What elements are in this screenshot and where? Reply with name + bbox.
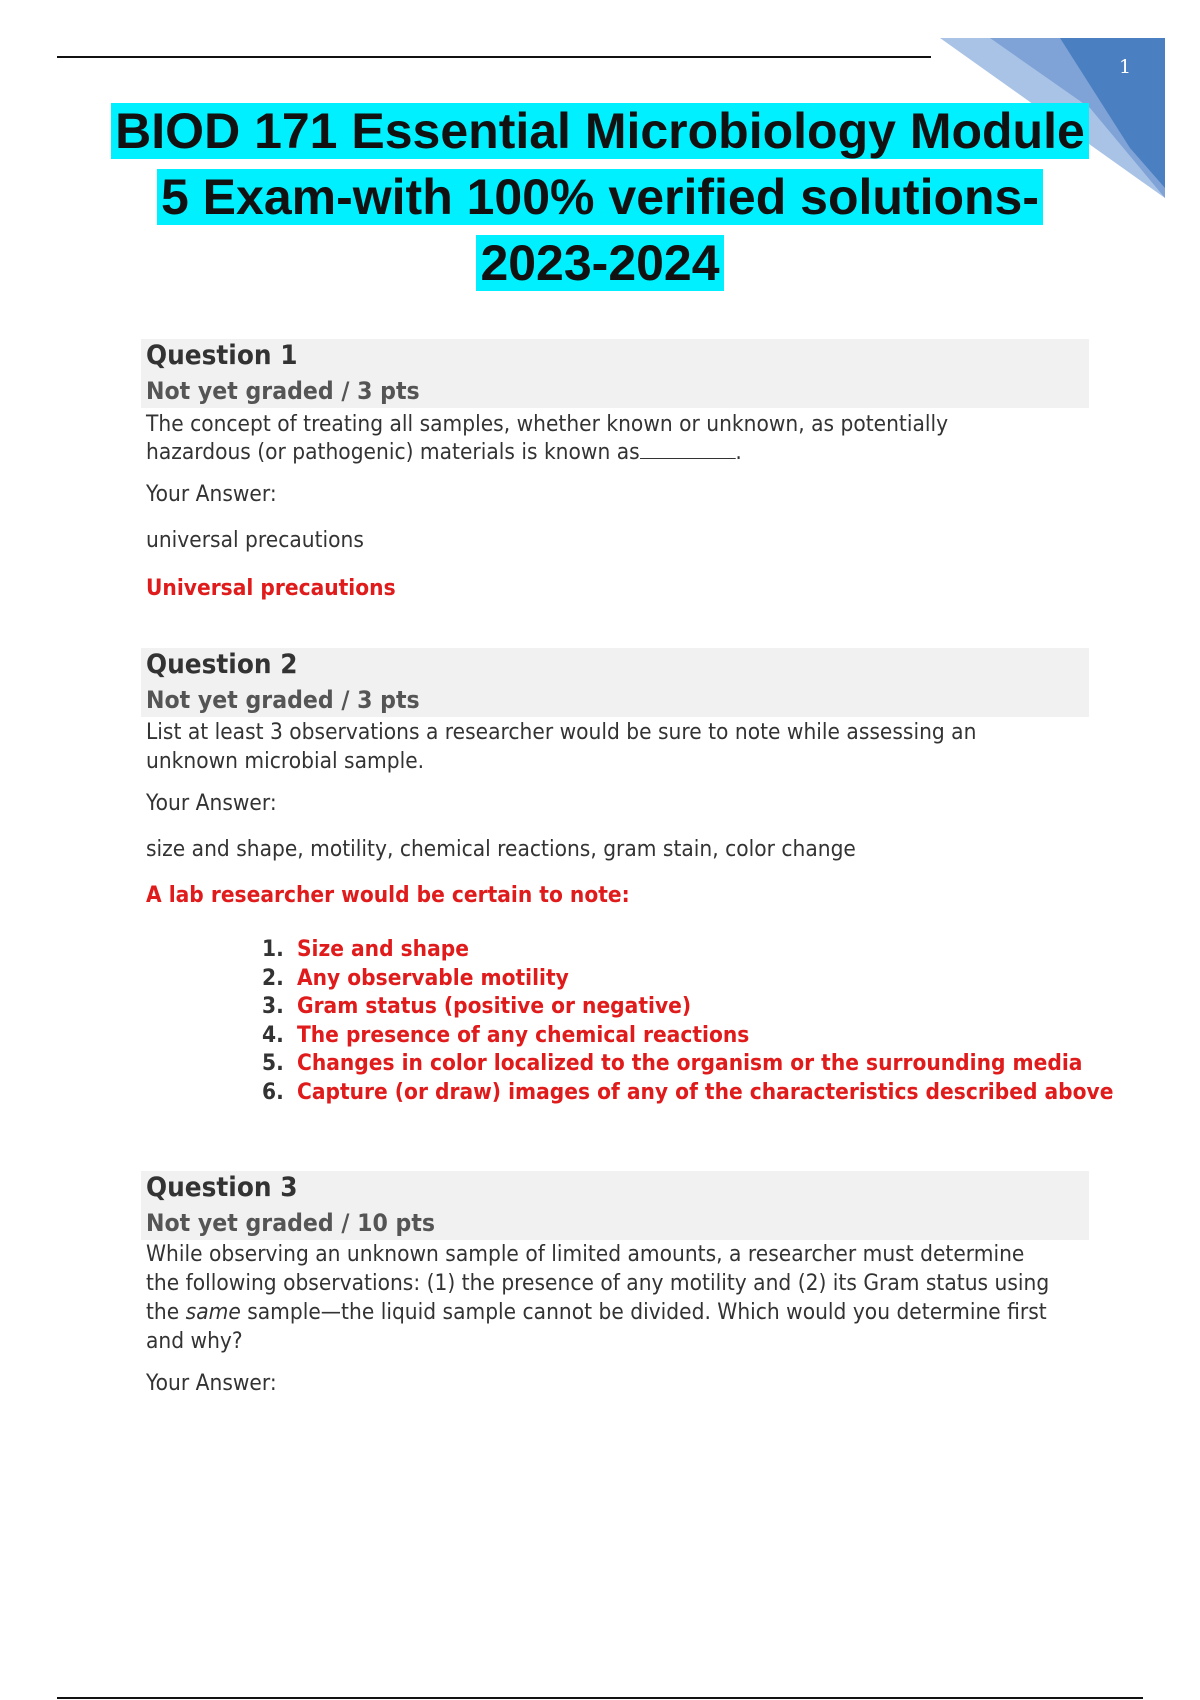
list-item xyxy=(262,1050,1113,1079)
question-2-answer: size and shape, motility, chemical reactions, gram stain, color change xyxy=(146,837,856,862)
question-1-header xyxy=(141,339,1089,408)
list-item xyxy=(262,993,1113,1022)
list-item xyxy=(262,965,1113,994)
list-item xyxy=(262,1022,1113,1051)
question-3-prompt-line-2: the following observations: (1) the presence of any motility and (2) its Gram status using xyxy=(146,1271,1050,1296)
prompt-emphasis: same xyxy=(185,1300,241,1325)
question-1-answer: universal precautions xyxy=(146,528,364,553)
question-2-correct-intro: A lab researcher would be certain to note: xyxy=(146,883,630,908)
question-1-prompt-line-2 xyxy=(146,438,742,467)
list-item-number: 5. xyxy=(262,1051,284,1077)
question-2-grade: Not yet graded / 3 pts xyxy=(146,686,420,714)
list-item xyxy=(262,936,1113,965)
question-1-prompt-tail: . xyxy=(735,440,742,465)
question-1-correct-answer: Universal precautions xyxy=(146,576,396,601)
question-3-prompt-line-4: and why? xyxy=(146,1329,243,1354)
question-2-prompt-line-1: List at least 3 observations a researcher would be sure to note while assessing an xyxy=(146,720,977,745)
question-1-prompt-line-1: The concept of treating all samples, whether known or unknown, as potentially xyxy=(146,412,949,437)
page-number: 1 xyxy=(1118,56,1132,78)
question-3-prompt-line-1: While observing an unknown sample of limited amounts, a researcher must determine xyxy=(146,1242,1025,1267)
title-line-1: BIOD 171 Essential Microbiology Module xyxy=(111,103,1089,159)
list-item xyxy=(262,1079,1113,1108)
title-line-2: 5 Exam-with 100% verified solutions- xyxy=(157,169,1043,225)
question-3-title: Question 3 xyxy=(146,1172,298,1203)
list-item-text: Changes in color localized to the organism or the surrounding media xyxy=(296,1051,1083,1077)
prompt-text: sample—the liquid sample cannot be divided. Which would you determine first xyxy=(240,1300,1047,1325)
list-item-number: 2. xyxy=(262,965,284,991)
question-1-your-answer-label: Your Answer: xyxy=(146,482,277,507)
list-item-number: 4. xyxy=(262,1022,284,1048)
list-item-text: Any observable motility xyxy=(296,965,569,991)
title-line-3: 2023-2024 xyxy=(476,235,723,291)
list-item-number: 3. xyxy=(262,994,284,1020)
list-item-number: 6. xyxy=(262,1079,284,1105)
question-2-your-answer-label: Your Answer: xyxy=(146,791,277,816)
question-3-grade: Not yet graded / 10 pts xyxy=(146,1209,436,1237)
question-1-prompt-text: hazardous (or pathogenic) materials is known as xyxy=(146,440,640,465)
prompt-text: the xyxy=(146,1300,186,1325)
question-3-header xyxy=(141,1171,1089,1240)
question-3-your-answer-label: Your Answer: xyxy=(146,1371,277,1396)
question-1-grade: Not yet graded / 3 pts xyxy=(146,377,420,405)
list-item-text: Capture (or draw) images of any of the characteristics described above xyxy=(296,1079,1114,1105)
list-item-text: Size and shape xyxy=(296,937,469,962)
question-2-title: Question 2 xyxy=(146,649,298,680)
question-2-prompt-line-2: unknown microbial sample. xyxy=(146,749,425,774)
list-item-number: 1. xyxy=(262,937,284,962)
question-2-header xyxy=(141,648,1089,717)
header-rule xyxy=(57,56,931,58)
question-2-correct-list xyxy=(262,936,1188,1108)
list-item-text: The presence of any chemical reactions xyxy=(296,1022,750,1048)
question-1-title: Question 1 xyxy=(146,340,298,371)
footer-rule xyxy=(57,1697,1143,1699)
answer-blank xyxy=(640,457,736,459)
question-3-prompt-line-3 xyxy=(146,1298,1047,1327)
list-item-text: Gram status (positive or negative) xyxy=(296,994,692,1020)
document-title xyxy=(80,98,1120,296)
